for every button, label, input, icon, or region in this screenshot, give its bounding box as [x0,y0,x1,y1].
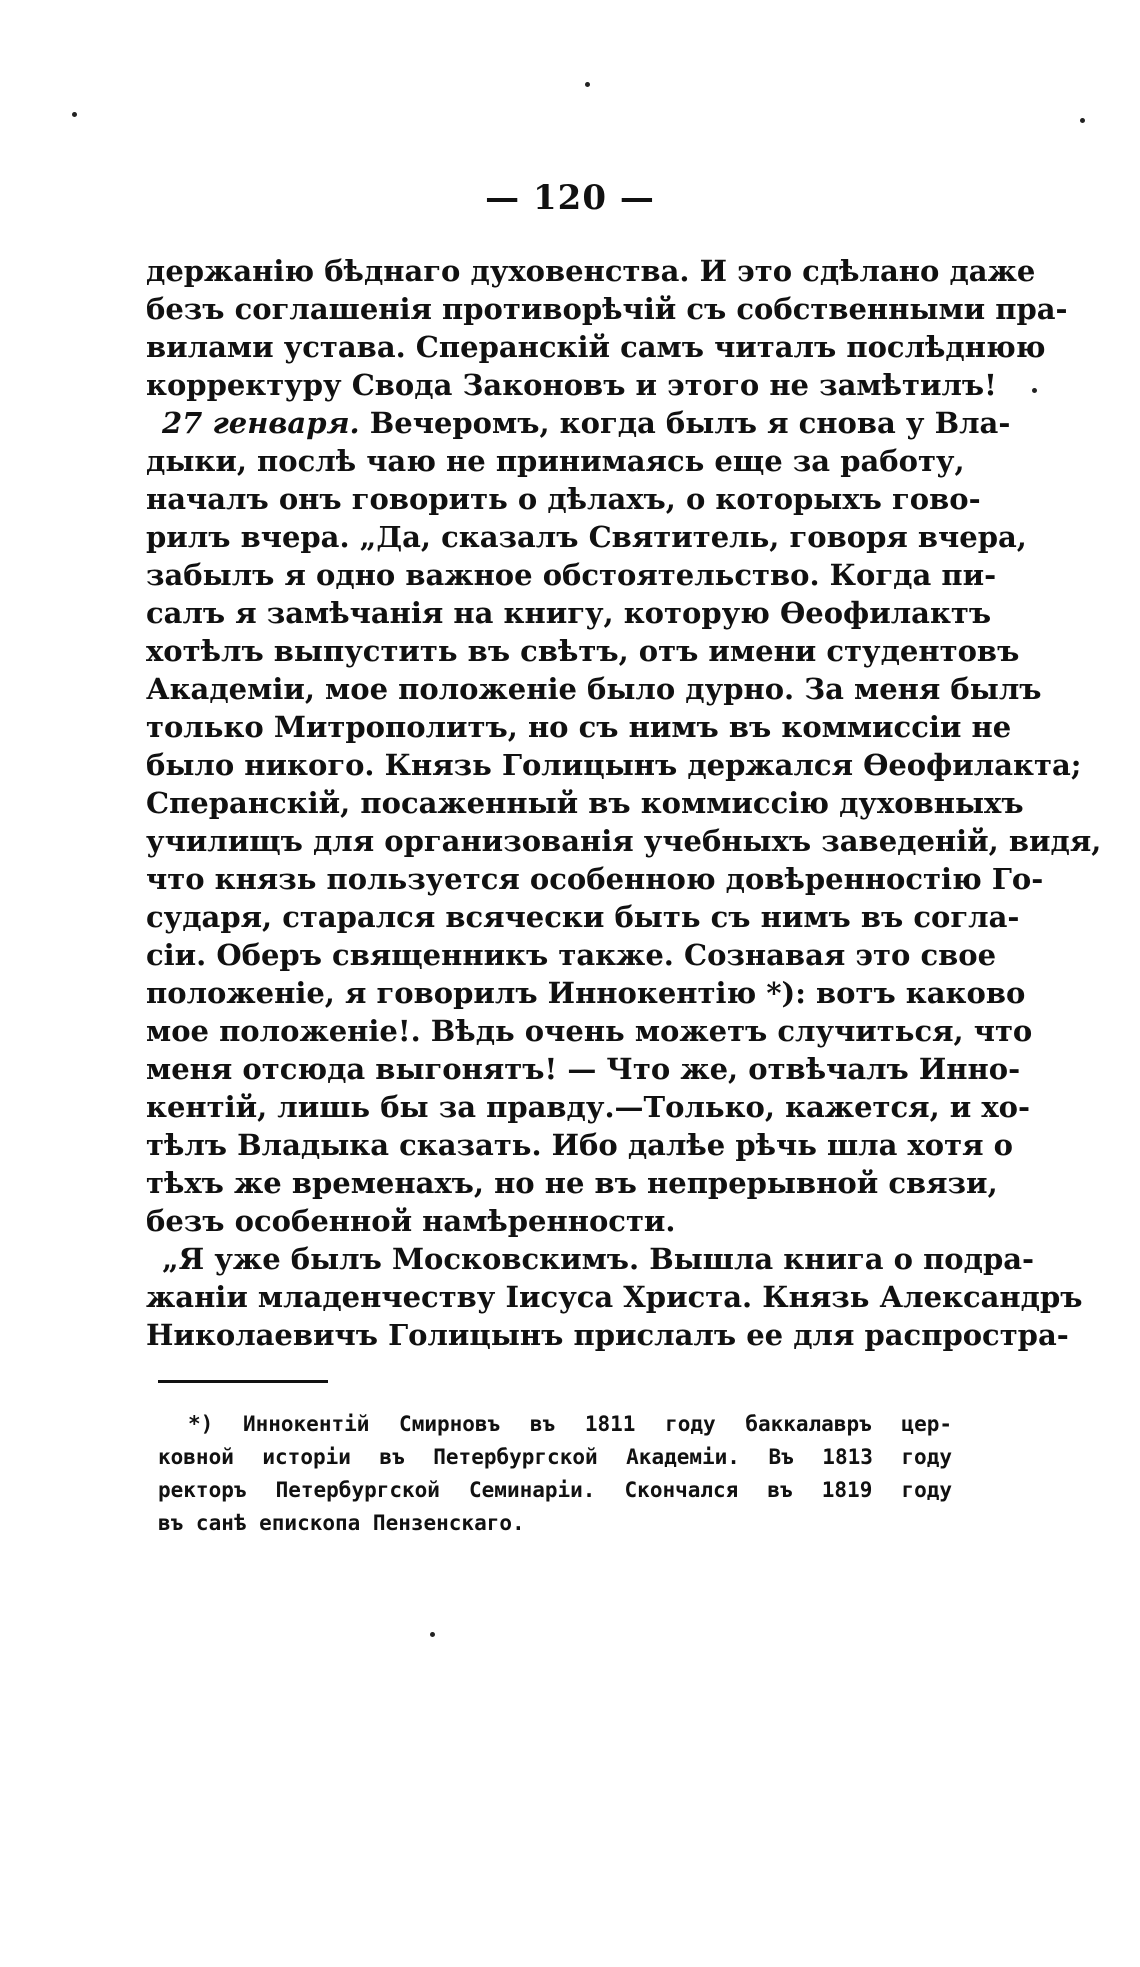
text-line: было никого. Князь Голицынъ держался Ѳеофилакта; [146,748,1082,782]
text-line: Академіи, мое положеніе было дурно. За меня былъ [146,672,1042,706]
footnote-divider [158,1380,328,1383]
scan-speck [1080,118,1085,123]
scan-speck [430,1632,435,1637]
scan-speck [1032,388,1037,393]
text-line: корректуру Свода Законовъ и этого не замѣтилъ! [146,368,997,402]
scan-speck [72,112,77,117]
footnote-line: *) Иннокентій Смирновъ въ 1811 году баккалавръ цер- [188,1412,952,1436]
text-line: держанію бѣднаго духовенства. И это сдѣлано даже [146,254,1036,288]
footnote-line: ректоръ Петербургской Семинаріи. Скончался въ 1819 году [158,1478,952,1502]
diary-date: 27 генваря. [162,406,360,440]
text-line: положеніе, я говорилъ Иннокентію *): вотъ каково [146,976,1026,1010]
footnote [158,1408,952,1540]
footnote-line: ковной исторіи въ Петербургской Академіи. Въ 1813 году [158,1445,952,1469]
footnote-line: въ санѣ епископа Пензенскаго. [158,1511,525,1535]
text-line: мое положеніе!. Вѣдь очень можетъ случиться, что [146,1014,1033,1048]
text-line: что князь пользуется особенною довѣренностію Го- [146,862,1044,896]
scan-speck [585,82,590,87]
text-line: салъ я замѣчанія на книгу, которую Ѳеофилактъ [146,596,992,630]
text-line: кентій, лишь бы за правду.—Только, кажется, и хо- [146,1090,1031,1124]
text-line: вилами устава. Сперанскій самъ читалъ послѣднюю [146,330,1046,364]
page-number: — 120 — [485,178,655,218]
text-line: училищъ для организованія учебныхъ заведеній, видя, [146,824,1102,858]
text-line: Сперанскій, посаженный въ коммиссію духовныхъ [146,786,1024,820]
text-line: сударя, старался всячески быть съ нимъ въ согла- [146,900,1020,934]
text-line: Николаевичъ Голицынъ прислалъ ее для распростра- [146,1318,1069,1352]
text-line: дыки, послѣ чаю не принимаясь еще за работу, [146,444,965,478]
text-line: хотѣлъ выпустить въ свѣтъ, отъ имени студентовъ [146,634,1020,668]
text-line: „Я уже былъ Московскимъ. Вышла книга о подра- [162,1242,1035,1276]
text-line: забылъ я одно важное обстоятельство. Когда пи- [146,558,997,592]
text-line: Вечеромъ, когда былъ я снова у Вла- [369,406,1011,440]
text-line: только Митрополитъ, но съ нимъ въ коммиссіи не [146,710,1012,744]
text-line: сіи. Оберъ священникъ также. Сознавая это свое [146,938,997,972]
text-line: безъ соглашенія противорѣчій съ собственными пра- [146,292,1068,326]
text-line: тѣхъ же временахъ, но не въ непрерывной связи, [146,1166,998,1200]
text-line: рилъ вчера. „Да, сказалъ Святитель, говоря вчера, [146,520,1027,554]
text-line: началъ онъ говорить о дѣлахъ, о которыхъ гово- [146,482,981,516]
text-line: меня отсюда выгонятъ! — Что же, отвѣчалъ Инно- [146,1052,1021,1086]
text-line: безъ особенной намѣренности. [146,1204,676,1238]
text-line-dated [146,404,1011,442]
text-line: жаніи младенчеству Іисуса Христа. Князь Александръ [146,1280,1083,1314]
text-line: тѣлъ Владыка сказать. Ибо далѣе рѣчь шла хотя о [146,1128,1013,1162]
body-text [146,252,1102,1354]
